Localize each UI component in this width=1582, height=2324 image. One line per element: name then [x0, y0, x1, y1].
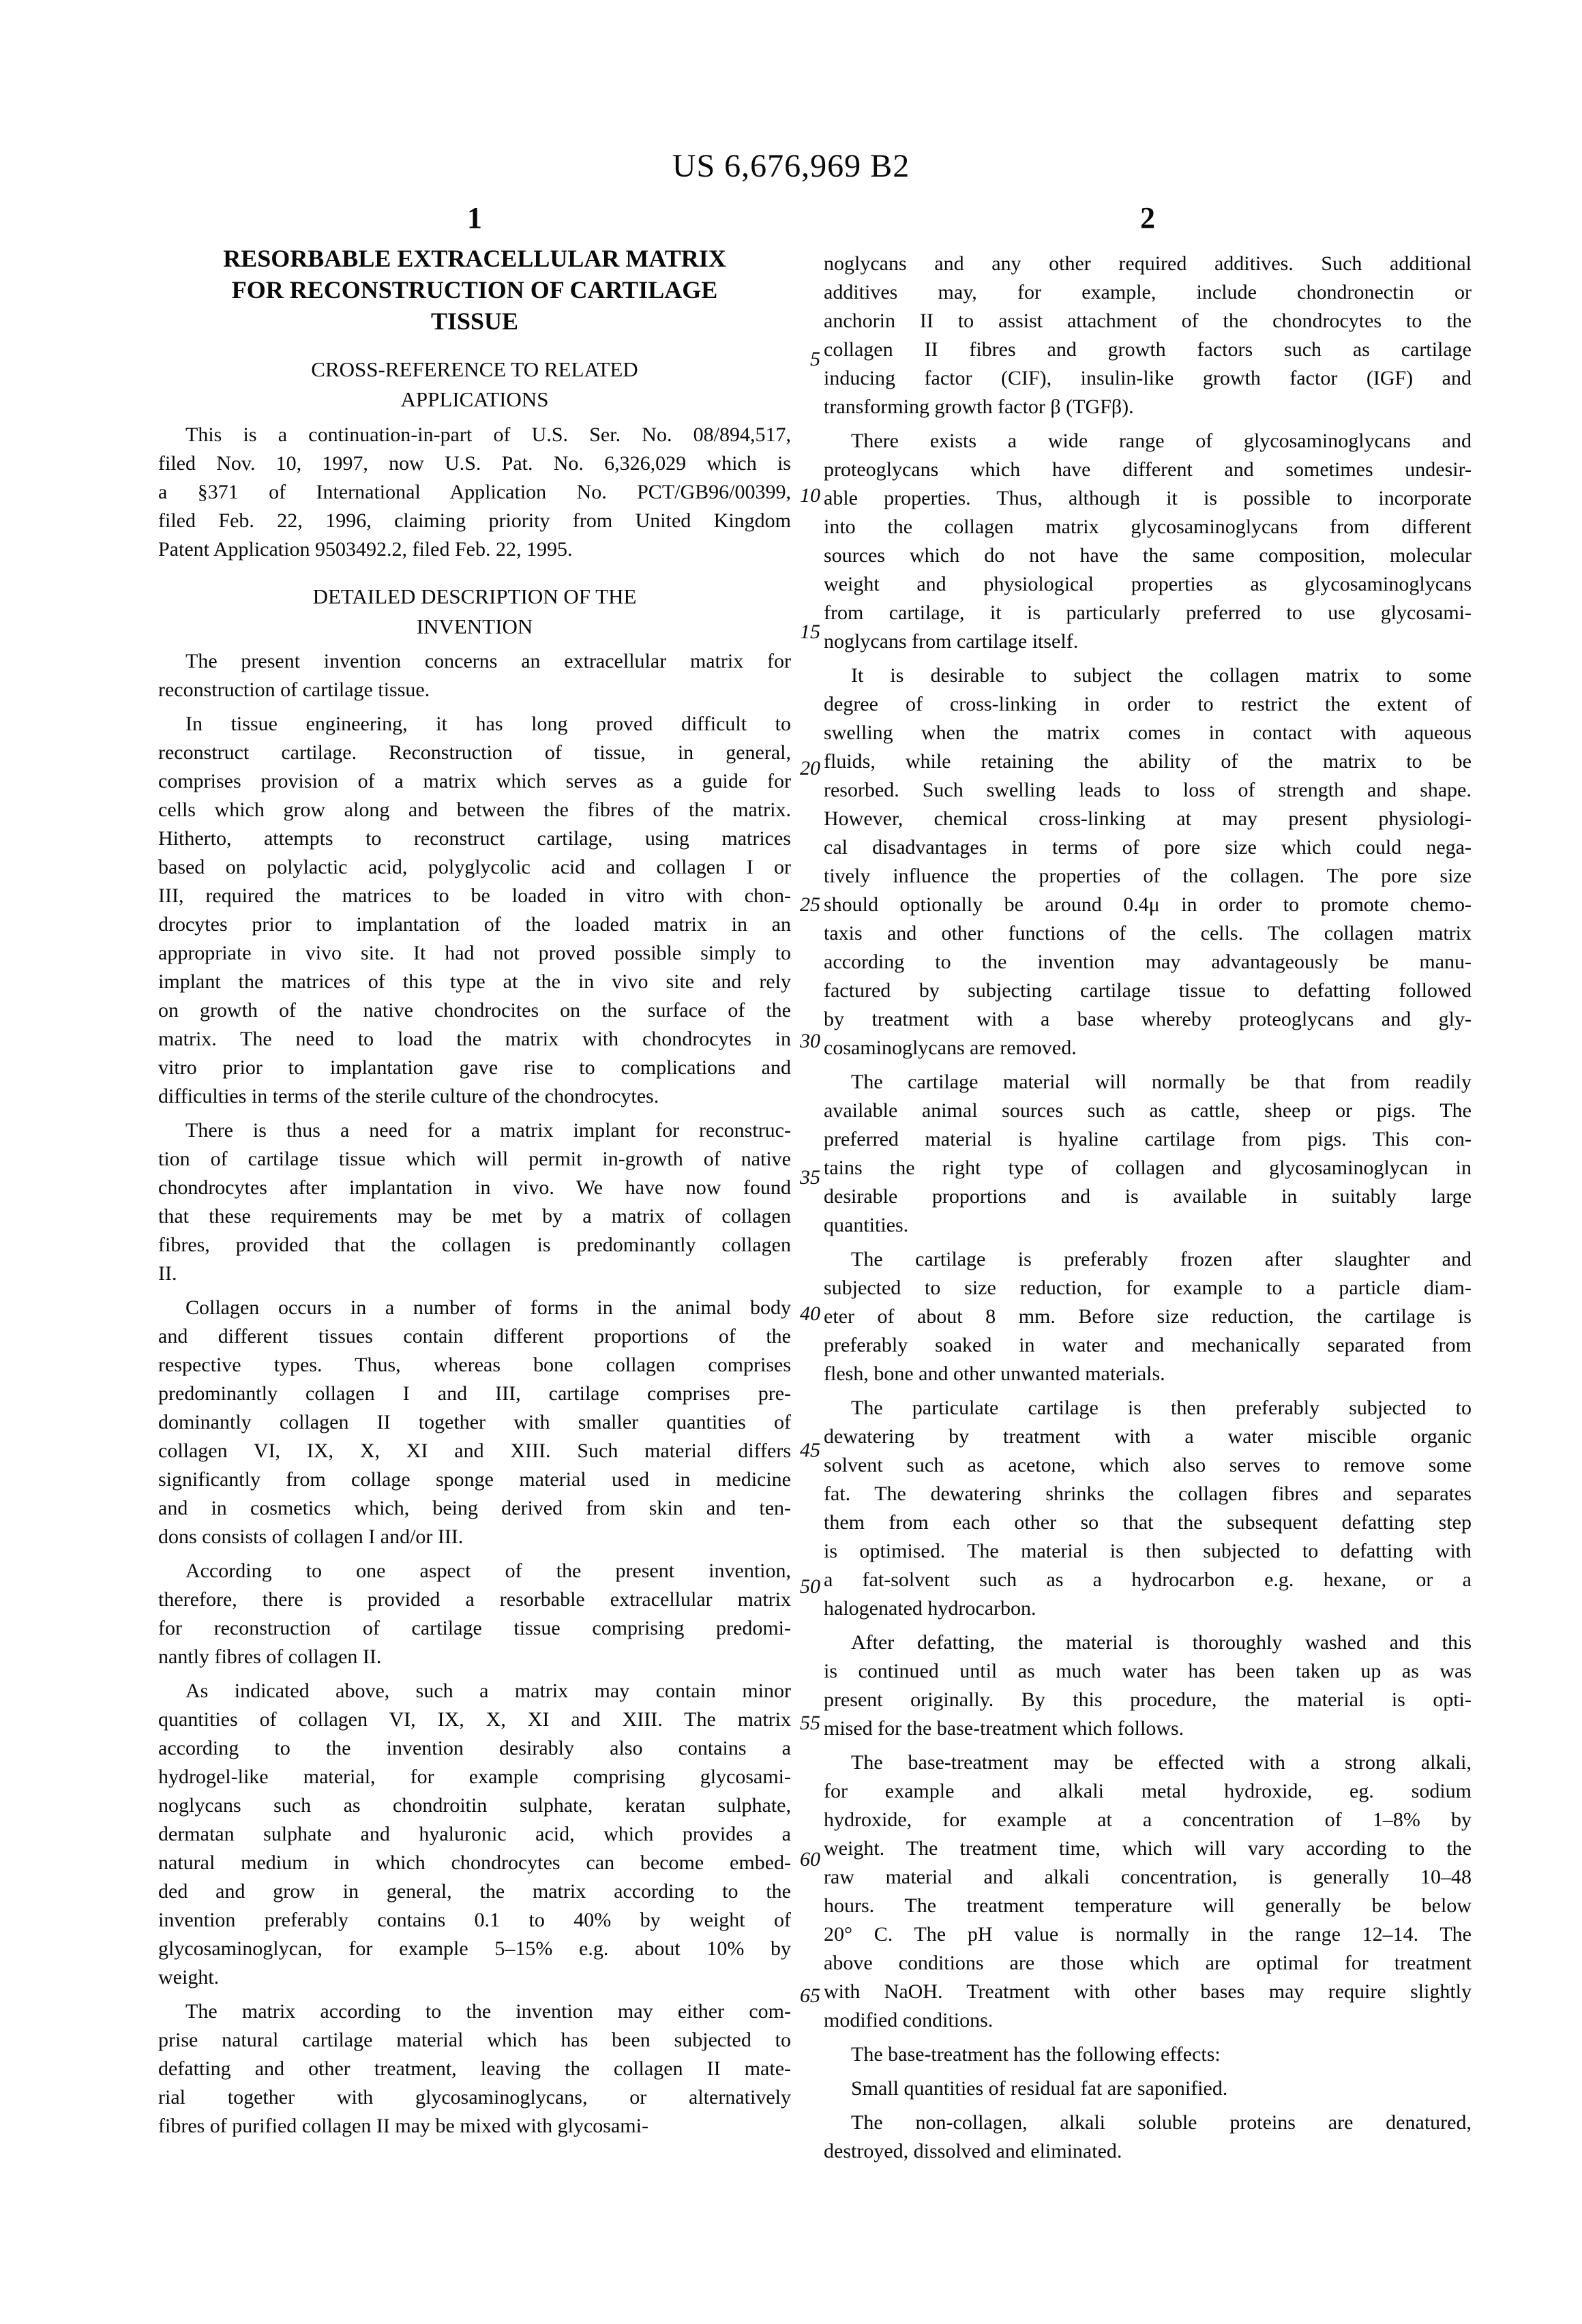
text-line: tion of cartilage tissue which will permit in-growth of native: [158, 1148, 791, 1170]
line-number: 45: [800, 1439, 820, 1461]
text-line: from cartilage, it is particularly preferred to use glycosami-: [824, 601, 1472, 624]
text-line: The non-collagen, alkali soluble proteins are denatured,: [851, 2111, 1472, 2134]
column-2: [824, 202, 1472, 2166]
text-line: sources which do not have the same composition, molecular: [824, 544, 1472, 567]
line-number: 55: [800, 1712, 820, 1734]
text-line: noglycans and any other required additives. Such additional: [824, 252, 1472, 275]
text-line: However, chemical cross-linking at may present physiologi-: [824, 807, 1472, 830]
text-line: is continued until as much water has been taken up as was: [824, 1660, 1472, 1682]
detailed-description-heading: [158, 582, 791, 642]
text-line: should optionally be around 0.4μ in order to promote chemo-: [824, 893, 1472, 916]
text-line: defatting and other treatment, leaving the collagen II mate-: [158, 2057, 791, 2080]
text-line: hydroxide, for example at a concentration of 1–8% by: [824, 1808, 1472, 1831]
paragraph: [824, 2074, 1472, 2103]
text-line: hours. The treatment temperature will generally be below: [824, 1894, 1472, 1917]
line-number: 65: [800, 1984, 820, 2007]
crossref-paragraphs: [158, 421, 791, 564]
text-line: hydrogel-like material, for example comprising glycosami-: [158, 1766, 791, 1788]
paragraph: [824, 1245, 1472, 1388]
text-line: fibres, provided that the collagen is predominantly collagen: [158, 1234, 791, 1256]
text-line: difficulties in terms of the sterile culture of the chondrocytes.: [158, 1085, 659, 1107]
patent-number-header: US 6,676,969 B2: [672, 148, 910, 184]
text-line: weight. The treatment time, which will vary according to the: [824, 1837, 1472, 1860]
text-line: predominantly collagen I and III, cartilage comprises pre-: [158, 1382, 791, 1405]
text-line: chondrocytes after implantation in vivo. We have now found: [158, 1176, 791, 1199]
paragraph: [158, 421, 791, 564]
text-line: Small quantities of residual fat are saponified.: [851, 2077, 1228, 2100]
text-line: glycosaminoglycan, for example 5–15% e.g. about 10% by: [158, 1937, 791, 1960]
text-line: proteoglycans which have different and sometimes undesir-: [824, 458, 1472, 481]
line-number: 5: [810, 348, 820, 370]
column-1: [158, 202, 791, 2141]
text-line: according to the invention desirably also contains a: [158, 1737, 791, 1759]
text-line: fat. The dewatering shrinks the collagen fibres and separates: [824, 1483, 1472, 1505]
text-line: flesh, bone and other unwanted materials.: [824, 1362, 1165, 1385]
patent-title: [158, 243, 791, 337]
text-line: reconstruct cartilage. Reconstruction of tissue, in general,: [158, 741, 791, 764]
text-line: anchorin II to assist attachment of the chondrocytes to the: [824, 310, 1472, 332]
text-line: The base-treatment may be effected with a strong alkali,: [851, 1751, 1472, 1774]
text-line: dominantly collagen II together with smaller quantities of: [158, 1411, 791, 1433]
text-line: with NaOH. Treatment with other bases may require slightly: [824, 1980, 1472, 2003]
text-line: therefore, there is provided a resorbable extracellular matrix: [158, 1588, 791, 1611]
text-line: a §371 of International Application No. PCT/GB96/00399,: [158, 481, 791, 503]
text-line: available animal sources such as cattle, sheep or pigs. The: [824, 1099, 1472, 1122]
text-line: and different tissues contain different proportions of the: [158, 1325, 791, 1347]
line-number: 35: [800, 1166, 820, 1189]
line-number: 10: [800, 484, 820, 507]
text-line: invention preferably contains 0.1 to 40% by weight of: [158, 1909, 791, 1931]
text-line: drocytes prior to implantation of the loaded matrix in an: [158, 913, 791, 936]
text-line: solvent such as acetone, which also serves to remove some: [824, 1454, 1472, 1476]
text-line: In tissue engineering, it has long proved difficult to: [185, 713, 791, 735]
paragraph: [158, 647, 791, 704]
text-line: matrix. The need to load the matrix with chondrocytes in: [158, 1028, 791, 1050]
text-line: cosaminoglycans are removed.: [824, 1037, 1077, 1059]
paragraph: [824, 1748, 1472, 2035]
paragraph: [824, 661, 1472, 1062]
text-line: After defatting, the material is thoroughly washed and this: [851, 1631, 1472, 1654]
text-line: Collagen occurs in a number of forms in the animal body: [185, 1296, 791, 1319]
text-line: The present invention concerns an extracellular matrix for: [185, 650, 791, 672]
paragraph: [158, 710, 791, 1111]
text-line: prise natural cartilage material which has been subjected to: [158, 2029, 791, 2051]
text-line: respective types. Thus, whereas bone collagen comprises: [158, 1354, 791, 1376]
text-line: significantly from collage sponge material used in medicine: [158, 1468, 791, 1491]
text-line: cells which grow along and between the fibres of the matrix.: [158, 799, 791, 821]
text-line: The cartilage material will normally be that from readily: [851, 1071, 1472, 1093]
text-line: appropriate in vivo site. It had not proved possible simply to: [158, 942, 791, 964]
text-line: reconstruction of cartilage tissue.: [158, 679, 430, 701]
text-line: desirable proportions and is available in suitably large: [824, 1185, 1472, 1208]
text-line: The matrix according to the invention may either com-: [185, 2000, 791, 2023]
text-line: Patent Application 9503492.2, filed Feb. 22, 1995.: [158, 538, 573, 561]
crossref-heading: [158, 355, 791, 415]
text-line: for example and alkali metal hydroxide, eg. sodium: [824, 1780, 1472, 1802]
text-line: destroyed, dissolved and eliminated.: [824, 2140, 1122, 2162]
text-line: According to one aspect of the present invention,: [185, 1560, 791, 1582]
text-line: tains the right type of collagen and glycosaminoglycan in: [824, 1157, 1472, 1179]
paragraph: [158, 1116, 791, 1288]
text-line: a fat-solvent such as a hydrocarbon e.g. hexane, or a: [824, 1568, 1472, 1591]
text-line: filed Feb. 22, 1996, claiming priority from United Kingdom: [158, 509, 791, 532]
paragraph: [824, 427, 1472, 656]
paragraph: [824, 1068, 1472, 1240]
text-line: filed Nov. 10, 1997, now U.S. Pat. No. 6,326,029 which is: [158, 452, 791, 475]
text-line: that these requirements may be met by a matrix of collagen: [158, 1205, 791, 1227]
heading-line: CROSS-REFERENCE TO RELATED: [311, 357, 638, 381]
text-line: based on polylactic acid, polyglycolic acid and collagen I or: [158, 856, 791, 878]
text-line: It is desirable to subject the collagen matrix to some: [851, 664, 1472, 687]
text-line: on growth of the native chondrocites on the surface of the: [158, 999, 791, 1022]
text-line: This is a continuation-in-part of U.S. Ser. No. 08/894,517,: [185, 423, 791, 446]
text-line: weight.: [158, 1966, 220, 1988]
text-line: As indicated above, such a matrix may contain minor: [185, 1680, 791, 1702]
paragraph: [158, 1677, 791, 1992]
text-line: rial together with glycosaminoglycans, or alternatively: [158, 2086, 791, 2109]
text-line: preferably soaked in water and mechanically separated from: [824, 1334, 1472, 1356]
text-line: fluids, while retaining the ability of the matrix to be: [824, 750, 1472, 773]
text-line: Hitherto, attempts to reconstruct cartilage, using matrices: [158, 827, 791, 850]
text-line: dermatan sulphate and hyaluronic acid, which provides a: [158, 1823, 791, 1845]
text-line: additives may, for example, include chondronectin or: [824, 281, 1472, 303]
text-line: natural medium in which chondrocytes can become embed-: [158, 1851, 791, 1874]
paragraph: [158, 1557, 791, 1671]
heading-line: RESORBABLE EXTRACELLULAR MATRIX: [223, 245, 726, 272]
text-line: according to the invention may advantageously be manu-: [824, 951, 1472, 973]
text-line: able properties. Thus, although it is possible to incorporate: [824, 487, 1472, 509]
heading-line: TISSUE: [430, 308, 519, 335]
text-line: into the collagen matrix glycosaminoglycans from different: [824, 516, 1472, 538]
text-line: subjected to size reduction, for example to a particle diam-: [824, 1277, 1472, 1299]
paragraph: [824, 250, 1472, 421]
text-line: eter of about 8 mm. Before size reduction, the cartilage is: [824, 1305, 1472, 1328]
text-line: mised for the base-treatment which follows.: [824, 1717, 1184, 1740]
line-number: 50: [800, 1575, 820, 1598]
text-line: tively influence the properties of the collagen. The pore size: [824, 865, 1472, 887]
text-line: The particulate cartilage is then preferably subjected to: [851, 1397, 1472, 1419]
column-number-2: 2: [1140, 201, 1155, 235]
text-line: raw material and alkali concentration, is generally 10–48: [824, 1866, 1472, 1888]
paragraph: [824, 2040, 1472, 2069]
heading-line: APPLICATIONS: [400, 387, 549, 411]
paragraph: [158, 1997, 791, 2141]
line-number: 40: [800, 1302, 820, 1325]
column-1-paragraphs: [158, 647, 791, 2141]
heading-line: DETAILED DESCRIPTION OF THE: [312, 584, 637, 608]
text-line: implant the matrices of this type at the in vivo site and rely: [158, 970, 791, 993]
line-number: 30: [800, 1030, 820, 1052]
text-line: degree of cross-linking in order to restrict the extent of: [824, 693, 1472, 715]
text-line: There is thus a need for a matrix implant for reconstruc-: [185, 1119, 791, 1142]
text-line: collagen VI, IX, X, XI and XIII. Such material differs: [158, 1440, 791, 1462]
text-line: fibres of purified collagen II may be mixed with glycosami-: [158, 2115, 648, 2137]
text-line: quantities.: [824, 1214, 909, 1236]
text-line: modified conditions.: [824, 2009, 994, 2031]
text-line: resorbed. Such swelling leads to loss of strength and shape.: [824, 779, 1472, 801]
text-line: weight and physiological properties as glycosaminoglycans: [824, 573, 1472, 595]
text-line: dons consists of collagen I and/or III.: [158, 1525, 464, 1548]
text-line: inducing factor (CIF), insulin-like growth factor (IGF) and: [824, 367, 1472, 389]
text-line: halogenated hydrocarbon.: [824, 1597, 1036, 1620]
text-line: factured by subjecting cartilage tissue to defatting followed: [824, 979, 1472, 1002]
text-line: present originally. By this procedure, the material is opti-: [824, 1688, 1472, 1711]
text-line: for reconstruction of cartilage tissue comprising predomi-: [158, 1617, 791, 1639]
column-2-paragraphs: [824, 250, 1472, 2166]
line-number: 20: [800, 757, 820, 779]
text-line: by treatment with a base whereby proteoglycans and gly-: [824, 1008, 1472, 1030]
text-line: The base-treatment has the following effects:: [851, 2043, 1221, 2066]
text-line: and in cosmetics which, being derived from skin and ten-: [158, 1497, 791, 1519]
line-number: 60: [800, 1848, 820, 1871]
paragraph: [824, 1628, 1472, 1743]
text-line: swelling when the matrix comes in contact with aqueous: [824, 721, 1472, 744]
text-line: III, required the matrices to be loaded in vitro with chon-: [158, 884, 791, 907]
text-line: nantly fibres of collagen II.: [158, 1645, 382, 1668]
text-line: them from each other so that the subsequent defatting step: [824, 1511, 1472, 1534]
text-line: ded and grow in general, the matrix according to the: [158, 1880, 791, 1903]
text-line: 20° C. The pH value is normally in the range 12–14. The: [824, 1923, 1472, 1946]
text-line: comprises provision of a matrix which serves as a guide for: [158, 770, 791, 792]
text-line: The cartilage is preferably frozen after slaughter and: [851, 1248, 1472, 1270]
line-number: 25: [800, 893, 820, 916]
text-line: There exists a wide range of glycosaminoglycans and: [851, 430, 1472, 452]
text-line: quantities of collagen VI, IX, X, XI and XIII. The matrix: [158, 1708, 791, 1731]
column-number-1: 1: [467, 201, 482, 235]
text-line: transforming growth factor β (TGFβ).: [824, 396, 1134, 418]
text-line: taxis and other functions of the cells. The collagen matrix: [824, 922, 1472, 944]
heading-line: INVENTION: [416, 614, 533, 638]
text-line: cal disadvantages in terms of pore size which could nega-: [824, 836, 1472, 859]
text-line: noglycans from cartilage itself.: [824, 630, 1079, 653]
line-number: 15: [800, 621, 820, 643]
text-line: dewatering by treatment with a water miscible organic: [824, 1425, 1472, 1448]
heading-line: FOR RECONSTRUCTION OF CARTILAGE: [231, 276, 718, 303]
text-line: vitro prior to implantation gave rise to complications and: [158, 1056, 791, 1079]
text-line: above conditions are those which are optimal for treatment: [824, 1952, 1472, 1974]
text-line: collagen II fibres and growth factors such as cartilage: [824, 338, 1472, 361]
text-line: II.: [158, 1262, 177, 1285]
text-line: noglycans such as chondroitin sulphate, keratan sulphate,: [158, 1794, 791, 1817]
paragraph: [824, 1394, 1472, 1623]
paragraph: [158, 1294, 791, 1551]
text-line: is optimised. The material is then subjected to defatting with: [824, 1540, 1472, 1562]
text-line: preferred material is hyaline cartilage from pigs. This con-: [824, 1128, 1472, 1150]
paragraph: [824, 2109, 1472, 2166]
